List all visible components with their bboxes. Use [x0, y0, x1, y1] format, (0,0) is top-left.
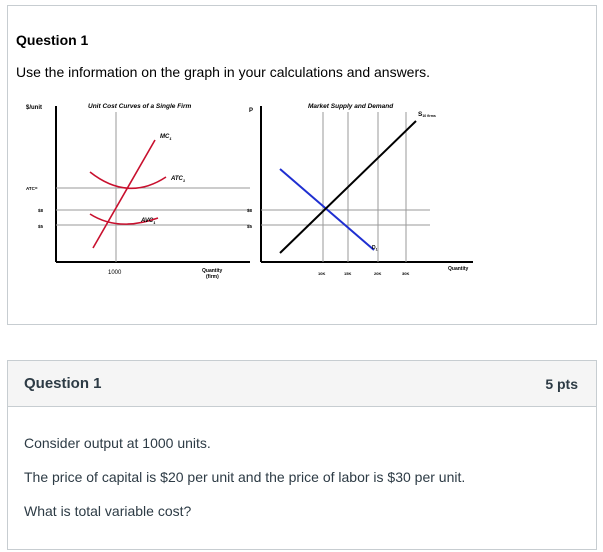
mc-curve	[93, 140, 155, 248]
left-x-tick-1000: 1000	[108, 270, 122, 276]
info-question-title: Question 1	[16, 32, 89, 48]
left-y-axis-label: $/unit	[26, 105, 42, 111]
question-header	[8, 361, 596, 407]
left-price-5-label: $5	[38, 224, 44, 229]
demand-label: $D_1$	[372, 245, 378, 252]
right-x-axis-label: Quantity	[448, 266, 469, 272]
info-instruction-text: Use the information on the graph in your calculations and answers.	[16, 64, 431, 80]
question-text-line-2: The price of capital is $20 per unit and the price of labor is $30 per unit.	[24, 469, 466, 485]
left-x-label-line2: (firm)	[206, 274, 219, 280]
question-text-line-1: Consider output at 1000 units.	[24, 435, 211, 451]
right-y-axis-label: P	[249, 108, 254, 114]
left-atc-price-label: ATC=	[26, 186, 38, 191]
question-text-line-3: What is total variable cost?	[24, 503, 192, 519]
supply-label: S10 firms	[418, 111, 436, 118]
right-price-8-label: $8	[247, 208, 253, 213]
right-price-5-label: $5	[247, 224, 253, 229]
left-graph-title: Unit Cost Curves of a Single Firm	[88, 103, 192, 110]
right-graph-title: Market Supply and Demand	[308, 103, 394, 110]
left-price-8-label: $8	[38, 208, 44, 213]
question-points: 5 pts	[545, 376, 578, 392]
avc-label: $AVC_1$	[141, 218, 156, 225]
question-1-panel	[7, 360, 597, 550]
atc-label: $ATC_1$	[171, 176, 186, 183]
question-title: Question 1	[24, 375, 102, 392]
economics-graph	[18, 92, 483, 292]
right-x-tick-15k: 15K	[344, 271, 352, 276]
right-x-tick-20k: 20K	[374, 271, 382, 276]
right-x-tick-30k: 30K	[402, 271, 410, 276]
left-x-label-line1: Quantity	[202, 268, 223, 274]
right-x-tick-10k: 10K	[318, 271, 326, 276]
mc-label: $MC_1$	[160, 134, 172, 141]
